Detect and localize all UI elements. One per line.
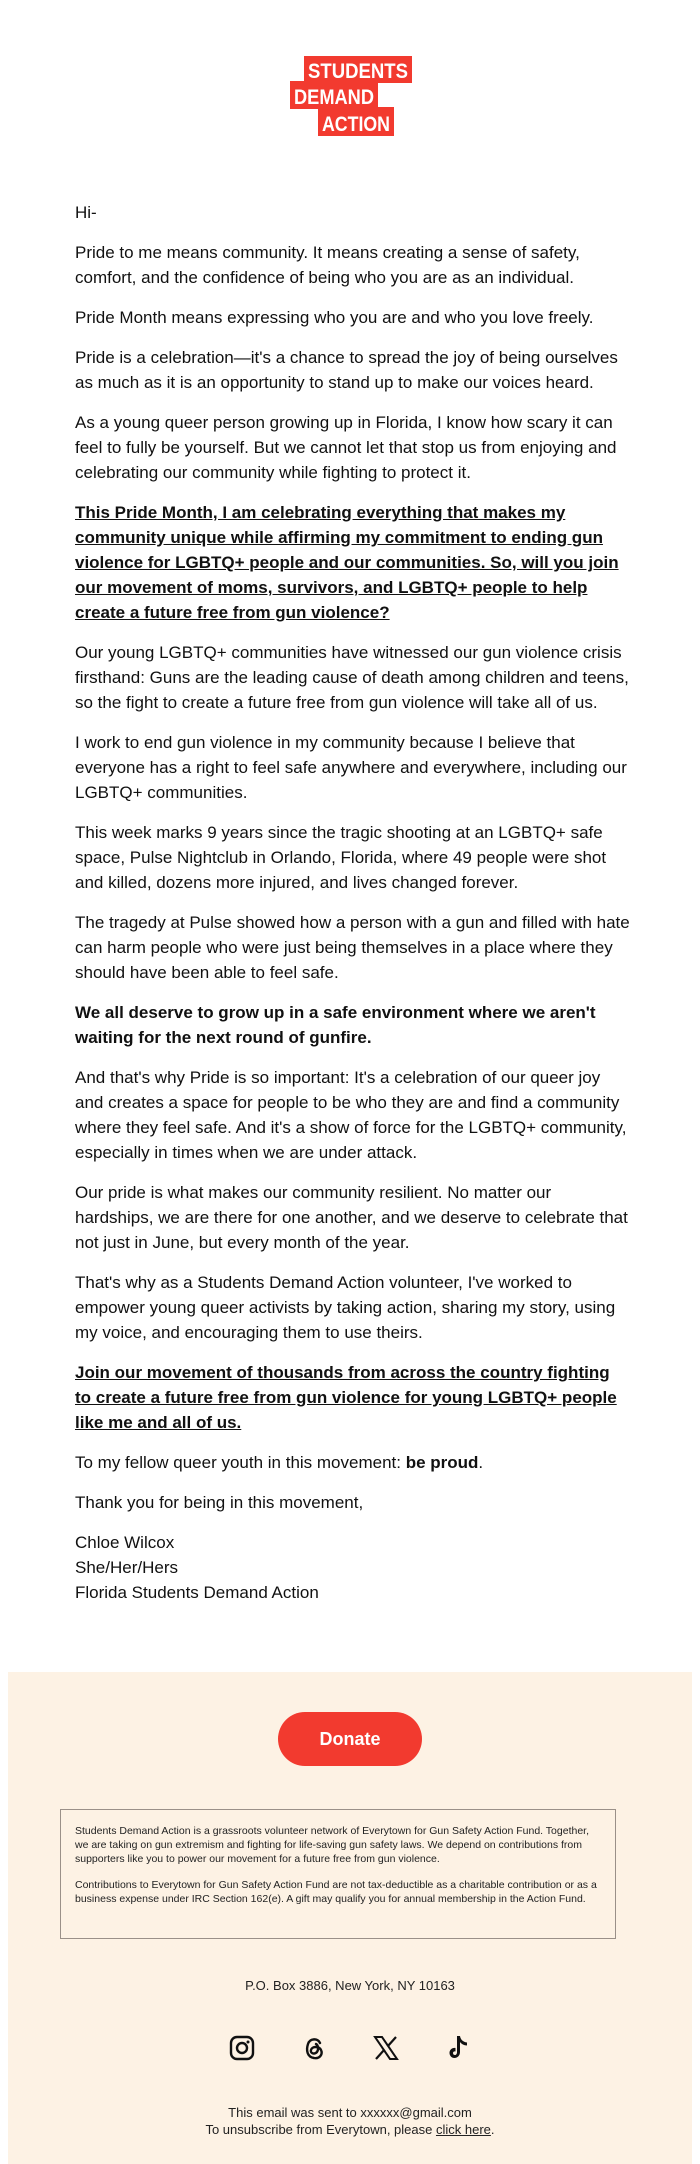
paragraph	[75, 1450, 630, 1475]
paragraph-text: .	[478, 1453, 484, 1472]
paragraph: Our young LGBTQ+ communities have witnessed our gun violence crisis firsthand: Guns are the leading cause of death among children and teens, so the fight to create a future free from gun violence will take all of us.	[75, 643, 629, 712]
bold-statement: We all deserve to grow up in a safe environment where we aren't waiting for the next round of gunfire.	[75, 1003, 596, 1047]
be-proud-text: be proud	[405, 1453, 479, 1472]
sent-to-text: This email was sent to xxxxxx@gmail.com	[228, 2105, 472, 2120]
disclaimer-text: Contributions to Everytown for Gun Safety Action Fund are not tax-deductible as a charitable contribution or as a business expense under IRC Section 162(e). A gift may qualify you for annual membership in the Action Fund.	[75, 1879, 597, 1905]
unsubscribe-info	[8, 2104, 692, 2138]
logo-line-2: DEMAND	[294, 86, 374, 109]
social-links	[226, 2032, 476, 2064]
paragraph: Pride is a celebration—it's a chance to spread the joy of being ourselves as much as it is an opportunity to stand up to make our voices heard.	[75, 348, 618, 392]
cta-paragraph	[75, 1360, 630, 1435]
instagram-icon[interactable]	[226, 2032, 258, 2064]
signature-name: Chloe Wilcox	[75, 1533, 175, 1552]
donate-button[interactable]: Donate	[278, 1712, 422, 1766]
signature	[75, 1530, 630, 1605]
threads-icon[interactable]	[298, 2032, 330, 2064]
paragraph: The tragedy at Pulse showed how a person with a gun and filled with hate can harm people who were just being themselves in a place where they should have been able to feel safe.	[75, 913, 630, 982]
signature-pronouns: She/Her/Hers	[75, 1558, 178, 1577]
logo-line-3: ACTION	[322, 113, 390, 136]
paragraph: Our pride is what makes our community resilient. No matter our hardships, we are there for one another, and we deserve to celebrate that not just in June, but every month of the year.	[75, 1183, 628, 1252]
unsubscribe-link[interactable]: click here	[435, 2122, 491, 2137]
paragraph: And that's why Pride is so important: It's a celebration of our queer joy and creates a space for people to be who they are and find a community where they feel safe. And it's a show of force for the LGBTQ+ community, especially in times when we are under attack.	[75, 1068, 627, 1162]
paragraph: I work to end gun violence in my community because I believe that everyone has a right to feel safe anywhere and everywhere, including our LGBTQ+ communities.	[75, 733, 627, 802]
x-icon[interactable]	[370, 2032, 402, 2064]
greeting: Hi-	[75, 203, 97, 222]
unsubscribe-suffix: .	[490, 2122, 495, 2137]
paragraph: As a young queer person growing up in Florida, I know how scary it can feel to fully be yourself. But we cannot let that stop us from enjoying and celebrating our community while fighting to protect it.	[75, 413, 617, 482]
mailing-address: P.O. Box 3886, New York, NY 10163	[245, 1978, 455, 1993]
paragraph-text: To my fellow queer youth in this movement:	[75, 1453, 406, 1472]
join-thousands-link[interactable]: Join our movement of thousands from across the country fighting to create a future free from gun violence for young LGBTQ+ people like me and all of us.	[75, 1363, 617, 1432]
logo-line-1: STUDENTS	[308, 60, 408, 83]
signature-org: Florida Students Demand Action	[75, 1583, 319, 1602]
tiktok-icon[interactable]	[442, 2032, 474, 2064]
cta-paragraph	[75, 500, 630, 625]
footer	[8, 1672, 692, 2164]
disclaimer-text: Students Demand Action is a grassroots volunteer network of Everytown for Gun Safety Action Fund. Together, we are taking on gun extremism and fighting for life-saving gun safety laws. We depend on contributions from supporters like you to power our movement for a future free from gun violence.	[75, 1825, 590, 1865]
email-body	[75, 200, 630, 1605]
paragraph: Pride to me means community. It means creating a sense of safety, comfort, and the confidence of being who you are as an individual.	[75, 243, 580, 287]
join-movement-link[interactable]: This Pride Month, I am celebrating everything that makes my community unique while affirming my commitment to ending gun violence for LGBTQ+ people and our communities. So, will you join our movement of moms, survivors, and LGBTQ+ people to help create a future free from gun violence?	[75, 503, 619, 622]
unsubscribe-line	[8, 2121, 692, 2138]
closing: Thank you for being in this movement,	[75, 1493, 364, 1512]
disclaimer-box	[60, 1809, 616, 1939]
paragraph: Pride Month means expressing who you are and who you love freely.	[75, 308, 594, 327]
paragraph: This week marks 9 years since the tragic shooting at an LGBTQ+ safe space, Pulse Nightclub in Orlando, Florida, where 49 people were shot and killed, dozens more injured, and lives changed forever.	[75, 823, 607, 892]
students-demand-action-logo[interactable]	[290, 56, 412, 136]
unsubscribe-text: To unsubscribe from Everytown, please	[205, 2122, 436, 2137]
paragraph: That's why as a Students Demand Action volunteer, I've worked to empower young queer activists by taking action, sharing my story, using my voice, and encouraging them to use theirs.	[75, 1273, 616, 1342]
